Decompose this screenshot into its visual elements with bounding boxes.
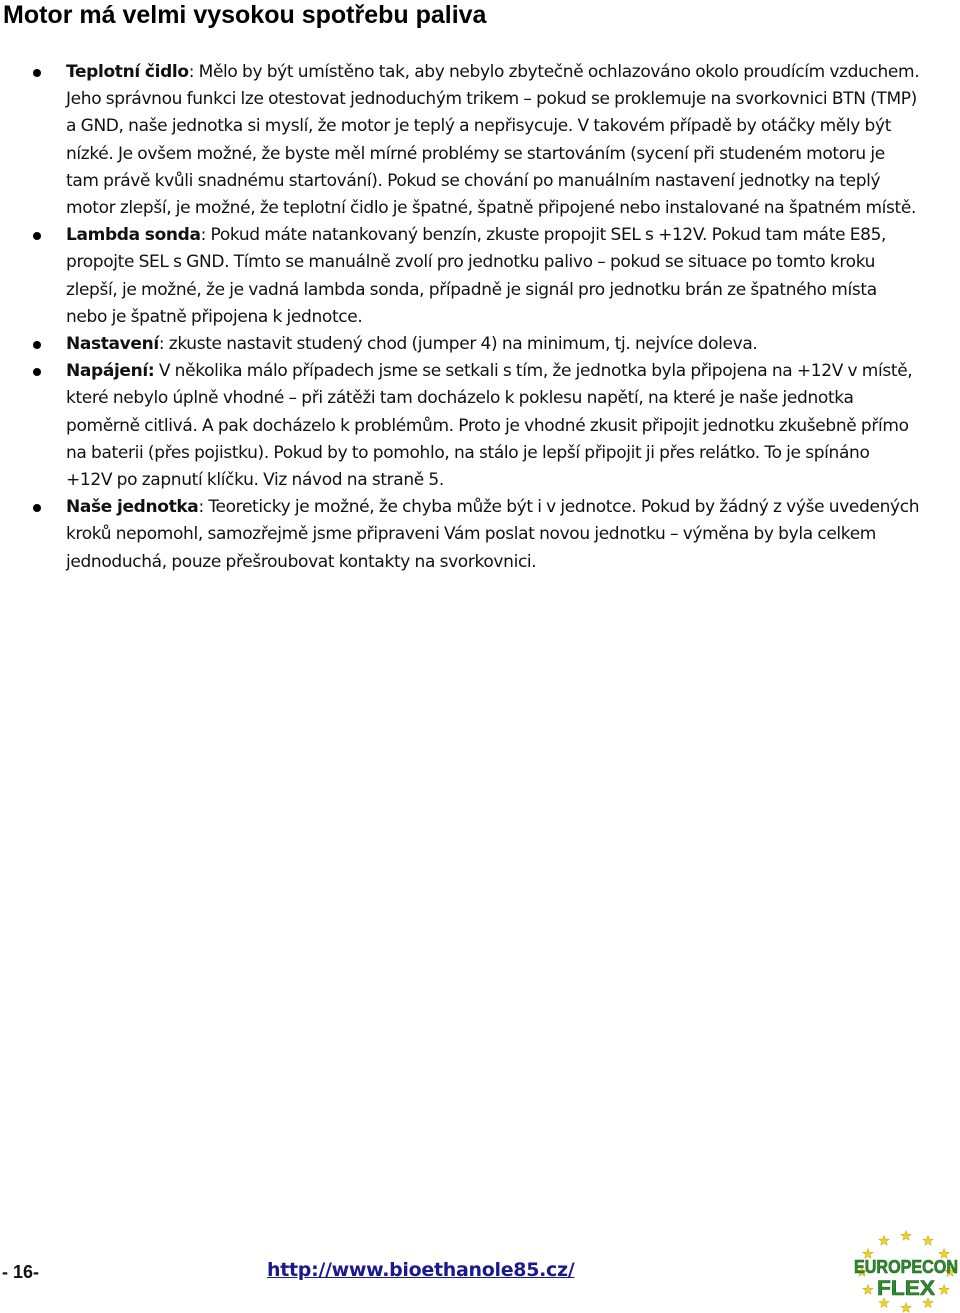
item-text: : Mělo by být umístěno tak, aby nebylo zbytečně ochlazováno okolo proudícím vzduchem. Jeho správnou funkci lze otestovat jednoduchým trikem – pokud se proklemuje na svorkovnici BTN (TMP) a GND, naše jednotka si myslí, že motor je teplý a nepřisycuje. V takovém případě by otáčky měly být nízké. Je ovšem možné, že byste měl mírné problémy se startováním (sycení při studeném motoru je tam právě kvůli snadnému startování). Pokud se chování po manuálním nastavení jednotky na teplý motor zlepší, je možné, že teplotní čidlo je špatné, špatně připojené nebo instalované na špatném místě. [66, 62, 920, 219]
website-link[interactable]: http://www.bioethanole85.cz/ [267, 1259, 575, 1281]
bullet-list [0, 59, 960, 576]
item-term: Lambda sonda [66, 225, 201, 246]
star-icon [939, 1285, 950, 1295]
item-term: Teplotní čidlo [66, 62, 189, 82]
bullet-icon [33, 341, 41, 349]
star-icon [863, 1285, 874, 1295]
item-text: : Pokud máte natankovaný benzín, zkuste propojit SEL s +12V. Pokud tam máte E85, propojte SEL s GND. Tímto se manuálně zvolí pro jednotku palivo – pokud se situace po tomto kroku zlepší, je možné, že je vadná lambda sonda, případně je signál pro jednotku brán ze špatného místa nebo je špatně připojena k jednotce. [66, 225, 887, 327]
item-term: Naše jednotka [66, 497, 199, 518]
logo-text-europecon: EUROPECON [854, 1257, 958, 1277]
list-item [0, 331, 960, 358]
item-term: Napájení: [66, 361, 155, 382]
bullet-icon [33, 69, 41, 77]
star-icon [901, 1303, 912, 1313]
star-icon [923, 1235, 934, 1245]
europecon-flex-logo [852, 1228, 960, 1313]
item-text: : Teoreticky je možné, že chyba může být i v jednotce. Pokud by žádný z výše uvedených kroků nepomohl, samozřejmě jsme připraveni Vám poslat novou jednotku – výměna by byla celkem jednoduchá, pouze přešroubovat kontakty na svorkovnici. [66, 497, 920, 572]
list-item [0, 358, 960, 494]
star-icon [879, 1235, 890, 1245]
logo-text-flex: FLEX [877, 1277, 935, 1300]
list-item [0, 494, 960, 576]
list-item [0, 59, 960, 222]
star-icon [901, 1231, 912, 1241]
item-term: Nastavení [66, 334, 159, 355]
bullet-icon [33, 232, 41, 240]
item-text: : zkuste nastavit studený chod (jumper 4) na minimum, tj. nejvíce doleva. [158, 334, 758, 355]
page-number: - 16- [2, 1262, 40, 1282]
page-title: Motor má velmi vysokou spotřebu paliva [3, 1, 487, 29]
bullet-icon [33, 504, 41, 512]
list-item [0, 222, 960, 331]
star-ring-icon [852, 1228, 857, 1232]
bullet-icon [33, 368, 41, 376]
item-text: V několika málo případech jsme se setkali s tím, že jednotka byla připojena na +12V v místě, které nebylo úplně vhodné – při zátěži tam docházelo k poklesu napětí, na které je naše jednotka poměrně citlivá. A pak docházelo k problémům. Proto je vhodné zkusit připojit jednotku zkušebně přímo na baterii (přes pojistku). Pokud by to pomohlo, na stálo je lepší připojit ji přes relátko. To je spínáno +12V po zapnutí klíčku. Viz návod na straně 5. [66, 361, 913, 491]
